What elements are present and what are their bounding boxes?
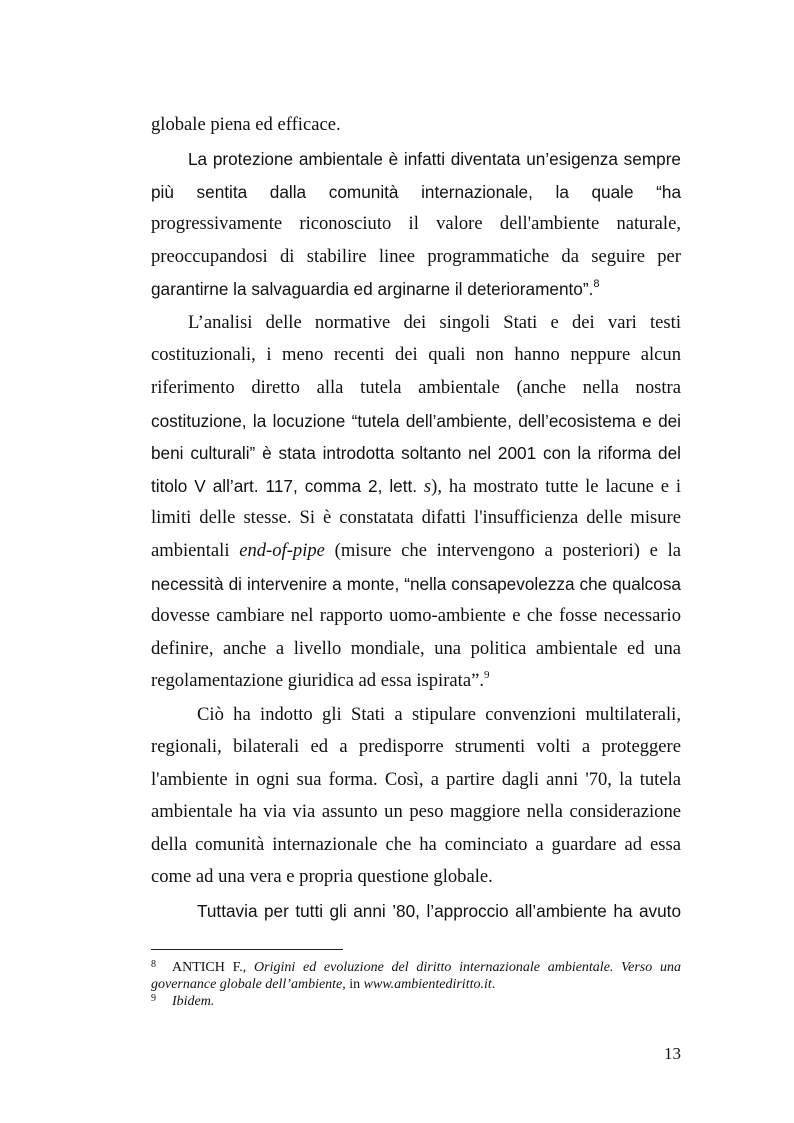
body-line: più sentita dalla comunità internazionale, la quale “ha <box>151 182 681 202</box>
body-line: ambientali end-of-pipe (misure che intervengono a posteriori) e la <box>151 540 681 561</box>
footnote-number: 9 <box>151 993 156 1004</box>
body-line: riferimento diretto alla tutela ambientale (anche nella nostra <box>151 377 681 398</box>
footnote-link[interactable]: www.ambientediritto.it <box>363 977 492 992</box>
body-line: globale piena ed efficace. <box>151 114 341 135</box>
body-line: necessità di intervenire a monte, “nella consapevolezza che qualcosa <box>151 574 681 594</box>
body-line: costituzione, la locuzione “tutela dell’ambiente, dell’ecosistema e dei <box>151 411 681 431</box>
body-line: Tuttavia per tutti gli anni ’80, l’approccio all’ambiente ha avuto <box>197 901 681 921</box>
body-line: La protezione ambientale è infatti diventata un’esigenza sempre <box>188 149 681 169</box>
footnote-text: Ibidem. <box>172 994 215 1009</box>
body-line: costituzionali, i meno recenti dei quali non hanno neppure alcun <box>151 344 681 365</box>
body-line: limiti delle stesse. Si è constatata difatti l'insufficienza delle misure <box>151 507 681 528</box>
body-line: Ciò ha indotto gli Stati a stipulare convenzioni multilaterali, <box>197 704 681 725</box>
footnote-ref: 8 <box>593 278 600 290</box>
body-line: regolamentazione giuridica ad essa ispirata”.$^9$ <box>151 669 490 691</box>
body-line: regionali, bilaterali ed a predisporre strumenti volti a proteggere <box>151 736 681 757</box>
body-line: definire, anche a livello mondiale, una politica ambientale ed una <box>151 638 681 659</box>
footnote-8-continuation: governance globale dell’ambiente, in www.ambientediritto.it. <box>151 977 496 992</box>
footnote-ref: 9 <box>484 669 490 681</box>
body-line: titolo V all’art. 117, comma 2, lett. s), ha mostrato tutte le lacune e i <box>151 476 682 497</box>
body-line: beni culturali” è stata introdotta soltanto nel 2001 con la riforma del <box>151 443 681 463</box>
body-line: l'ambiente in ogni sua forma. Così, a partire dagli anni '70, la tutela <box>151 769 681 790</box>
page-number: 13 <box>664 1044 681 1063</box>
body-line: progressivamente riconosciuto il valore dell'ambiente naturale, <box>151 213 681 234</box>
body-line: preoccupandosi di stabilire linee programmatiche da seguire per <box>151 246 681 267</box>
body-line: dovesse cambiare nel rapporto uomo-ambiente e che fosse necessario <box>151 605 681 626</box>
footnote-text: ANTICH F., Origini ed evoluzione del diritto internazionale ambientale. Verso una <box>172 960 681 975</box>
body-line: L’analisi delle normative dei singoli Stati e dei vari testi <box>188 312 681 333</box>
body-line: ambientale ha via via assunto un peso maggiore nella considerazione <box>151 801 681 822</box>
body-line: come ad una vera e propria questione globale. <box>151 866 493 887</box>
footnote-number: 8 <box>151 959 156 970</box>
body-line: garantirne la salvaguardia ed arginarne il deterioramento”.$^8$ <box>151 278 600 299</box>
footnote-separator <box>151 949 343 950</box>
body-line: della comunità internazionale che ha cominciato a guardare ad essa <box>151 834 681 855</box>
